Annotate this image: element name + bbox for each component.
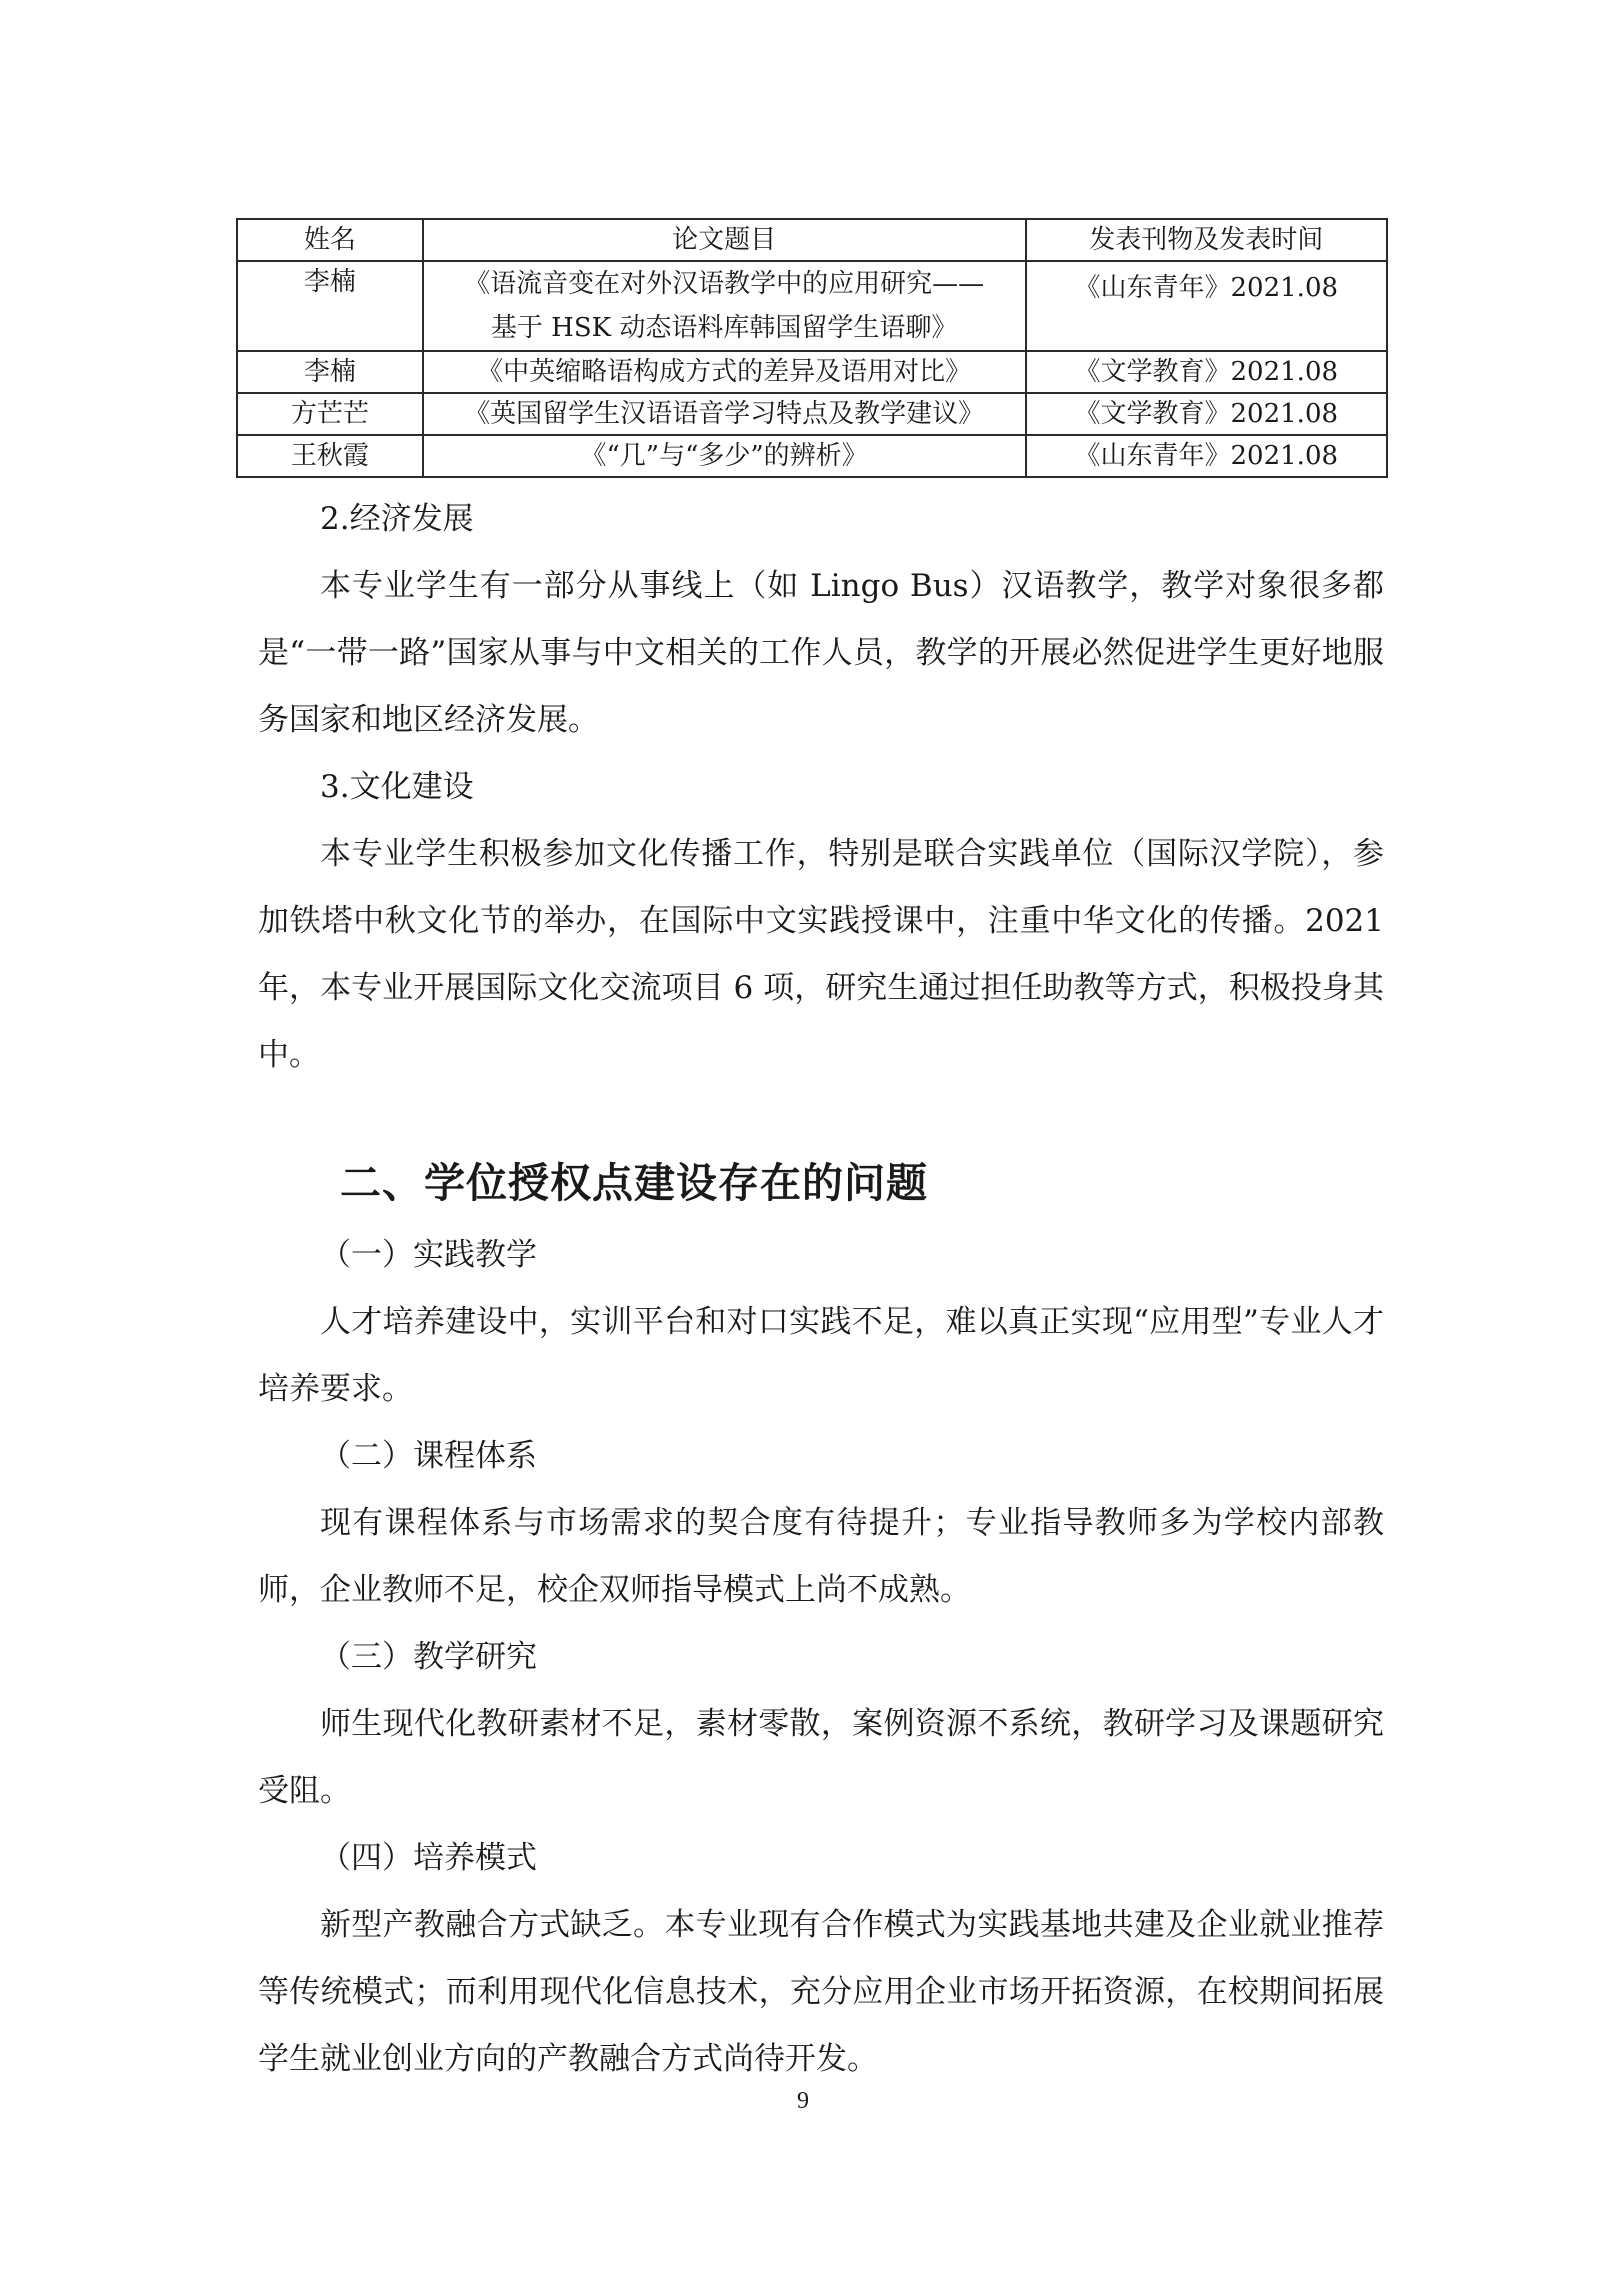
- section-culture: [258, 754, 1384, 1089]
- table-row: [237, 435, 1387, 477]
- cell-title: [423, 261, 1026, 351]
- section-paragraph: 本专业学生积极参加文化传播工作，特别是联合实践单位（国际汉学院），参加铁塔中秋文化节的举办，在国际中文实践授课中，注重中华文化的传播。2021年，本专业开展国际文化交流项目 6 项，研究生通过担任助教等方式，积极投身其中。: [258, 836, 1384, 1073]
- section-heading: 3.文化建设: [320, 769, 474, 805]
- section-paragraph: 本专业学生有一部分从事线上（如 Lingo Bus）汉语教学，教学对象很多都是“一带一路”国家从事与中文相关的工作人员，教学的开展必然促进学生更好地服务国家和地区经济发展。: [258, 568, 1384, 738]
- table-row: [237, 351, 1387, 393]
- cell-title-line: 《语流音变在对外汉语教学中的应用研究——: [464, 269, 985, 299]
- cell-journal: 《山东青年》2021.08: [1026, 435, 1387, 477]
- cell-journal: 《文学教育》2021.08: [1026, 351, 1387, 393]
- cell-title-line: 基于 HSK 动态语料库韩国留学生语聊》: [490, 313, 958, 343]
- section-heading: 2.经济发展: [320, 501, 474, 537]
- header-name: 姓名: [237, 219, 423, 261]
- cell-title: 《中英缩略语构成方式的差异及语用对比》: [423, 351, 1026, 393]
- issue-paragraph: 人才培养建设中，实训平台和对口实践不足，难以真正实现“应用型”专业人才培养要求。: [258, 1304, 1384, 1407]
- issue-heading: （一）实践教学: [320, 1237, 537, 1273]
- section-economy: [258, 486, 1384, 754]
- table-header-row: [237, 219, 1387, 261]
- cell-name: 王秋霞: [237, 435, 423, 477]
- cell-name: 李楠: [237, 261, 423, 351]
- cell-journal: 《文学教育》2021.08: [1026, 393, 1387, 435]
- issue-paragraph: 现有课程体系与市场需求的契合度有待提升；专业指导教师多为学校内部教师，企业教师不足，校企双师指导模式上尚不成熟。: [258, 1505, 1384, 1608]
- cell-name: 李楠: [237, 351, 423, 393]
- issue-paragraph: 师生现代化教研素材不足，素材零散，案例资源不系统，教研学习及课题研究受阻。: [258, 1706, 1384, 1809]
- issues-list: [258, 1222, 1384, 2093]
- issue-heading: （四）培养模式: [320, 1840, 537, 1876]
- chapter-title: 二、学位授权点建设存在的问题: [340, 1159, 928, 1207]
- page-number: 9: [797, 2088, 809, 2114]
- header-journal: 发表刊物及发表时间: [1026, 219, 1387, 261]
- table-row: [237, 393, 1387, 435]
- table-row: [237, 261, 1387, 351]
- issue-paragraph: 新型产教融合方式缺乏。本专业现有合作模式为实践基地共建及企业就业推荐等传统模式；而利用现代化信息技术，充分应用企业市场开拓资源，在校期间拓展学生就业创业方向的产教融合方式尚待开发。: [258, 1907, 1384, 2077]
- papers-table: [236, 218, 1388, 478]
- issue-heading: （二）课程体系: [320, 1438, 537, 1474]
- issue-heading: （三）教学研究: [320, 1639, 537, 1675]
- cell-title: 《“几”与“多少”的辨析》: [423, 435, 1026, 477]
- cell-name: 方芒芒: [237, 393, 423, 435]
- cell-title: 《英国留学生汉语语音学习特点及教学建议》: [423, 393, 1026, 435]
- header-title: 论文题目: [423, 219, 1026, 261]
- cell-journal: 《山东青年》2021.08: [1026, 261, 1387, 351]
